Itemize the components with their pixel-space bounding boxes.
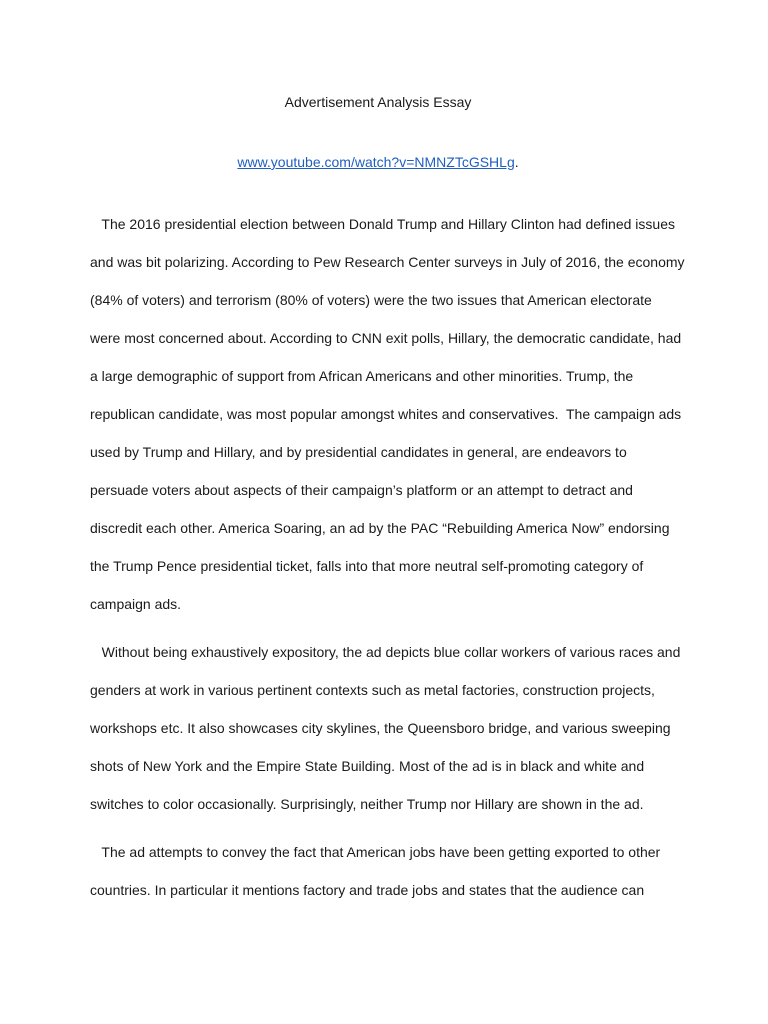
youtube-link[interactable]: www.youtube.com/watch?v=NMNZTcGSHLg	[237, 154, 515, 170]
body-line: discredit each other. America Soaring, an ad by the PAC “Rebuilding America Now” endorsing	[90, 520, 670, 536]
body-line: persuade voters about aspects of their campaign’s platform or an attempt to detract and	[90, 482, 633, 498]
link-line	[0, 153, 756, 171]
body-line: The ad attempts to convey the fact that American jobs have been getting exported to other	[90, 844, 661, 860]
body-line: switches to color occasionally. Surprisingly, neither Trump nor Hillary are shown in the ad.	[90, 796, 644, 812]
document-title: Advertisement Analysis Essay	[284, 94, 472, 110]
body-line: Without being exhaustively expository, the ad depicts blue collar workers of various races and	[90, 644, 681, 660]
link-suffix: .	[514, 154, 519, 170]
body-line: workshops etc. It also showcases city skylines, the Queensboro bridge, and various sweeping	[90, 720, 671, 736]
body-line: republican candidate, was most popular amongst whites and conservatives. The campaign ads	[90, 406, 682, 422]
body-line: campaign ads.	[90, 596, 182, 612]
body-line: the Trump Pence presidential ticket, falls into that more neutral self-promoting category of	[90, 558, 644, 574]
body-line: were most concerned about. According to CNN exit polls, Hillary, the democratic candidate, had	[90, 330, 682, 346]
body-line: genders at work in various pertinent contexts such as metal factories, construction projects,	[90, 682, 655, 698]
body-line: The 2016 presidential election between Donald Trump and Hillary Clinton had defined issues	[90, 216, 675, 232]
body-line: and was bit polarizing. According to Pew Research Center surveys in July of 2016, the economy	[90, 254, 685, 270]
body-line: used by Trump and Hillary, and by presidential candidates in general, are endeavors to	[90, 444, 627, 460]
body-line: (84% of voters) and terrorism (80% of voters) were the two issues that American electorate	[90, 292, 652, 308]
body-line: shots of New York and the Empire State Building. Most of the ad is in black and white and	[90, 758, 645, 774]
body-line: countries. In particular it mentions factory and trade jobs and states that the audience can	[90, 882, 645, 898]
body-line: a large demographic of support from African Americans and other minorities. Trump, the	[90, 368, 634, 384]
